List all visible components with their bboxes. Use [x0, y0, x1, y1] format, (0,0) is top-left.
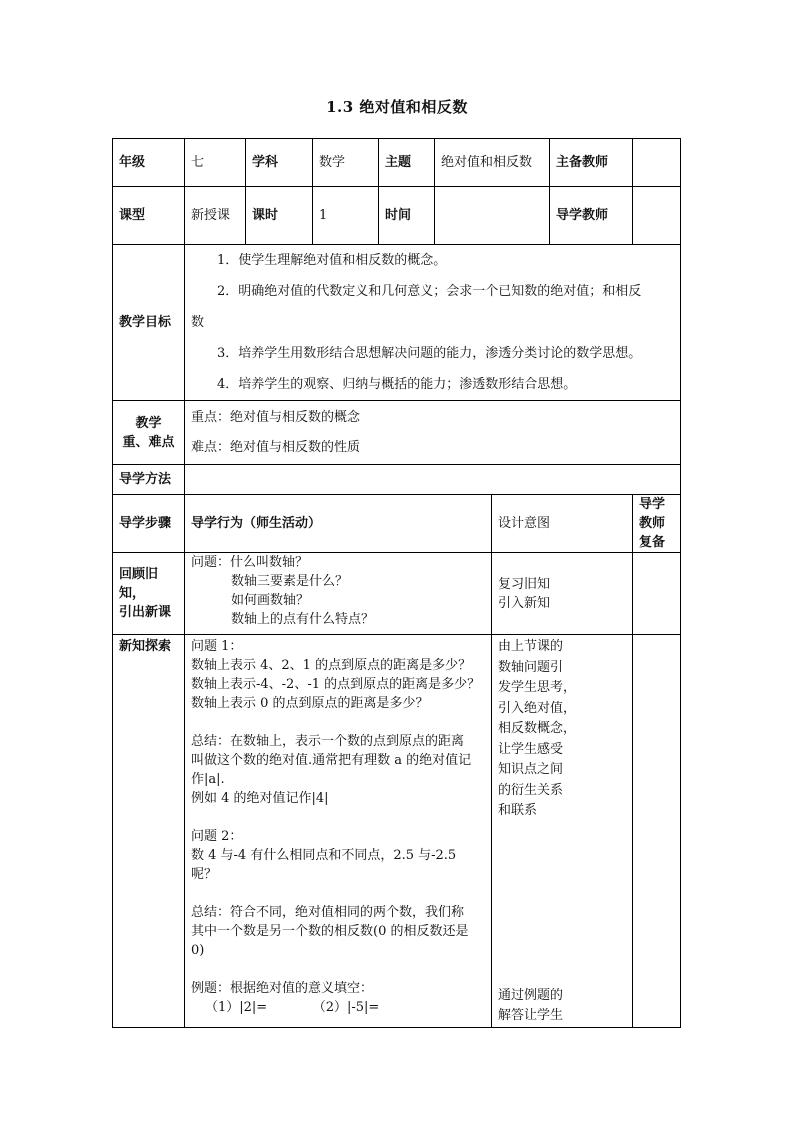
goal-item: 1．使学生理解绝对值和相反数的概念。 — [217, 253, 447, 268]
summary1-line: 叫做这个数的绝对值.通常把有理数 a 的绝对值记 — [191, 753, 472, 768]
q1-title: 问题 1： — [191, 639, 243, 654]
spacer — [191, 884, 485, 903]
theme-value: 绝对值和相反数 — [435, 139, 550, 187]
intent-line: 让学生感受 — [498, 741, 564, 757]
intent-line: 知识点之间 — [498, 762, 564, 777]
summary1-line: 总结：在数轴上，表示一个数的点到原点的距离 — [191, 734, 465, 749]
summary2-line: 总结：符合不同，绝对值相同的两个数，我们称 — [191, 905, 465, 920]
method-label: 导学方法 — [113, 465, 185, 495]
explore-notes — [633, 635, 681, 1028]
intent-line: 数轴问题引 — [498, 659, 564, 675]
goal-item: 4．培养学生的观察、归纳与概括的能力；渗透数形结合思想。 — [217, 377, 577, 392]
key-points-label-line: 重、难点 — [122, 434, 175, 450]
summary1-line: 例如 4 的绝对值记作|4| — [191, 791, 329, 806]
summary2-line: 其中一个数是另一个数的相反数(0 的相反数还是 — [191, 924, 469, 939]
guide-teacher-value — [633, 187, 681, 245]
spacer — [498, 822, 626, 986]
theme-label: 主题 — [379, 139, 435, 187]
lesson-type-value: 新授课 — [185, 187, 246, 245]
time-value — [435, 187, 550, 245]
col-actions: 导学行为（师生活动） — [185, 495, 492, 553]
key-point: 重点：绝对值与相反数的概念 — [191, 409, 361, 425]
page-title: 1.3 绝对值和相反数 — [326, 98, 468, 116]
spacer — [191, 713, 485, 732]
review-label-line: 回顾旧知， — [119, 567, 159, 601]
grade-value: 七 — [185, 139, 246, 187]
review-line: 数轴三要素是什么？ — [231, 574, 349, 589]
explore-content — [185, 635, 492, 1028]
review-line: 数轴上的点有什么特点？ — [231, 612, 375, 627]
key-points-content — [185, 401, 681, 465]
intent-line: 由上节课的 — [498, 639, 564, 654]
method-value — [185, 465, 681, 495]
time-label: 时间 — [379, 187, 435, 245]
spacer — [191, 808, 485, 827]
example-line: （1）|2|= （2）|-5|= — [205, 1000, 380, 1015]
subject-label: 学科 — [246, 139, 313, 187]
example-title: 例题：根据绝对值的意义填空： — [191, 981, 374, 996]
explore-intent — [492, 635, 633, 1028]
intent-line: 相反数概念， — [498, 721, 577, 736]
subject-value: 数学 — [313, 139, 379, 187]
summary2-line: 0) — [191, 943, 205, 958]
review-label — [113, 553, 185, 635]
difficult-point: 难点：绝对值与相反数的性质 — [191, 439, 361, 455]
q1-line: 数轴上表示 4、2、1 的点到原点的距离是多少？ — [191, 658, 472, 673]
intent-line: 的衍生关系 — [498, 782, 564, 798]
col-steps: 导学步骤 — [113, 495, 185, 553]
period-label: 课时 — [246, 187, 313, 245]
guide-teacher-label: 导学教师 — [550, 187, 633, 245]
explore-label: 新知探索 — [113, 635, 185, 1028]
intent-line: 发学生思考， — [498, 680, 577, 695]
lead-teacher-value — [633, 139, 681, 187]
goal-item: 2．明确绝对值的代数定义和几何意义；会求一个已知数的绝对值；和相反 — [217, 284, 642, 299]
intent-line: 复习旧知 — [498, 576, 551, 592]
review-intent — [492, 553, 633, 635]
period-value: 1 — [313, 187, 379, 245]
grade-label: 年级 — [113, 139, 185, 187]
q2-title: 问题 2： — [191, 829, 243, 844]
intent-line: 引入绝对值， — [498, 700, 577, 716]
review-content — [185, 553, 492, 635]
lesson-type-label: 课型 — [113, 187, 185, 245]
lesson-plan-table — [112, 138, 680, 1028]
spacer — [191, 960, 485, 979]
summary1-line: 作|a|. — [191, 772, 225, 787]
goals-label: 教学目标 — [113, 245, 185, 401]
intent-line: 通过例题的 — [498, 987, 564, 1003]
review-label-line: 引出新课 — [119, 605, 172, 620]
review-line: 问题：什么叫数轴？ — [191, 555, 309, 570]
q2-line: 数 4 与-4 有什么相同点和不同点，2.5 与-2.5 呢？ — [191, 848, 457, 882]
review-line: 如何画数轴？ — [231, 593, 310, 608]
goals-content — [185, 245, 681, 401]
q1-line: 数轴上表示 0 的点到原点的距离是多少？ — [191, 696, 429, 711]
col-review: 导学教师复备 — [633, 495, 681, 553]
review-notes — [633, 553, 681, 635]
key-points-label-line: 教学 — [135, 415, 162, 431]
col-intent: 设计意图 — [492, 495, 633, 553]
intent-line: 解答让学生 — [498, 1008, 564, 1023]
lead-teacher-label: 主备教师 — [550, 139, 633, 187]
q1-line: 数轴上表示-4、-2、-1 的点到原点的距离是多少？ — [191, 677, 481, 692]
key-points-label — [113, 401, 185, 465]
goal-item: 3．培养学生用数形结合思想解决问题的能力，渗透分类讨论的数学思想。 — [217, 346, 642, 361]
intent-line: 和联系 — [498, 803, 538, 818]
intent-line: 引入新知 — [498, 595, 551, 611]
goal-item: 数 — [191, 315, 205, 330]
